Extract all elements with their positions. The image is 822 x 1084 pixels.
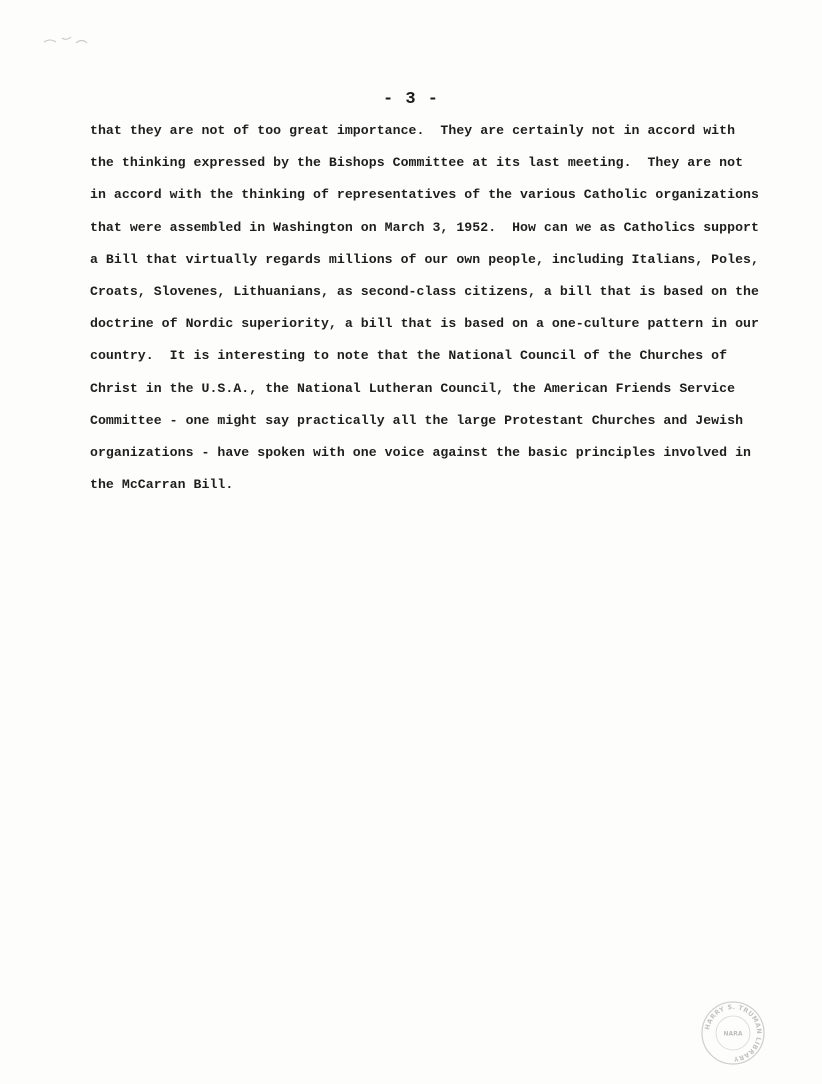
text-line: a Bill that virtually regards millions of our own people, including Italians, Poles, bbox=[90, 251, 759, 267]
text-line: Committee - one might say practically all the large Protestant Churches and Jewish bbox=[90, 412, 744, 428]
text-line: the thinking expressed by the Bishops Committee at its last meeting. They are not bbox=[90, 155, 744, 171]
text-line: that they are not of too great importance. They are certainly not in accord with bbox=[90, 123, 736, 138]
stamp-subtext: NARA bbox=[723, 1030, 743, 1038]
body-text bbox=[90, 121, 790, 507]
text-line: doctrine of Nordic superiority, a bill that is based on a one-culture pattern in our bbox=[90, 316, 759, 332]
text-line: the McCarran Bill. bbox=[90, 477, 234, 493]
text-line: that were assembled in Washington on March 3, 1952. How can we as Catholics support bbox=[90, 219, 759, 235]
text-line: organizations - have spoken with one voice against the basic principles involved in bbox=[90, 444, 751, 460]
pencil-smudge-mark bbox=[40, 30, 110, 50]
stamp-text: HARRY S. TRUMAN LIBRARY bbox=[703, 1002, 764, 1064]
page-number: - 3 - bbox=[382, 90, 439, 109]
text-line: in accord with the thinking of representatives of the various Catholic organizations bbox=[90, 187, 759, 203]
text-line: Christ in the U.S.A., the National Lutheran Council, the American Friends Service bbox=[90, 380, 736, 396]
text-line: country. It is interesting to note that the National Council of the Churches of bbox=[90, 348, 728, 364]
library-stamp-seal bbox=[700, 1000, 766, 1066]
text-line: Croats, Slovenes, Lithuanians, as second-class citizens, a bill that is based on the bbox=[90, 283, 759, 299]
